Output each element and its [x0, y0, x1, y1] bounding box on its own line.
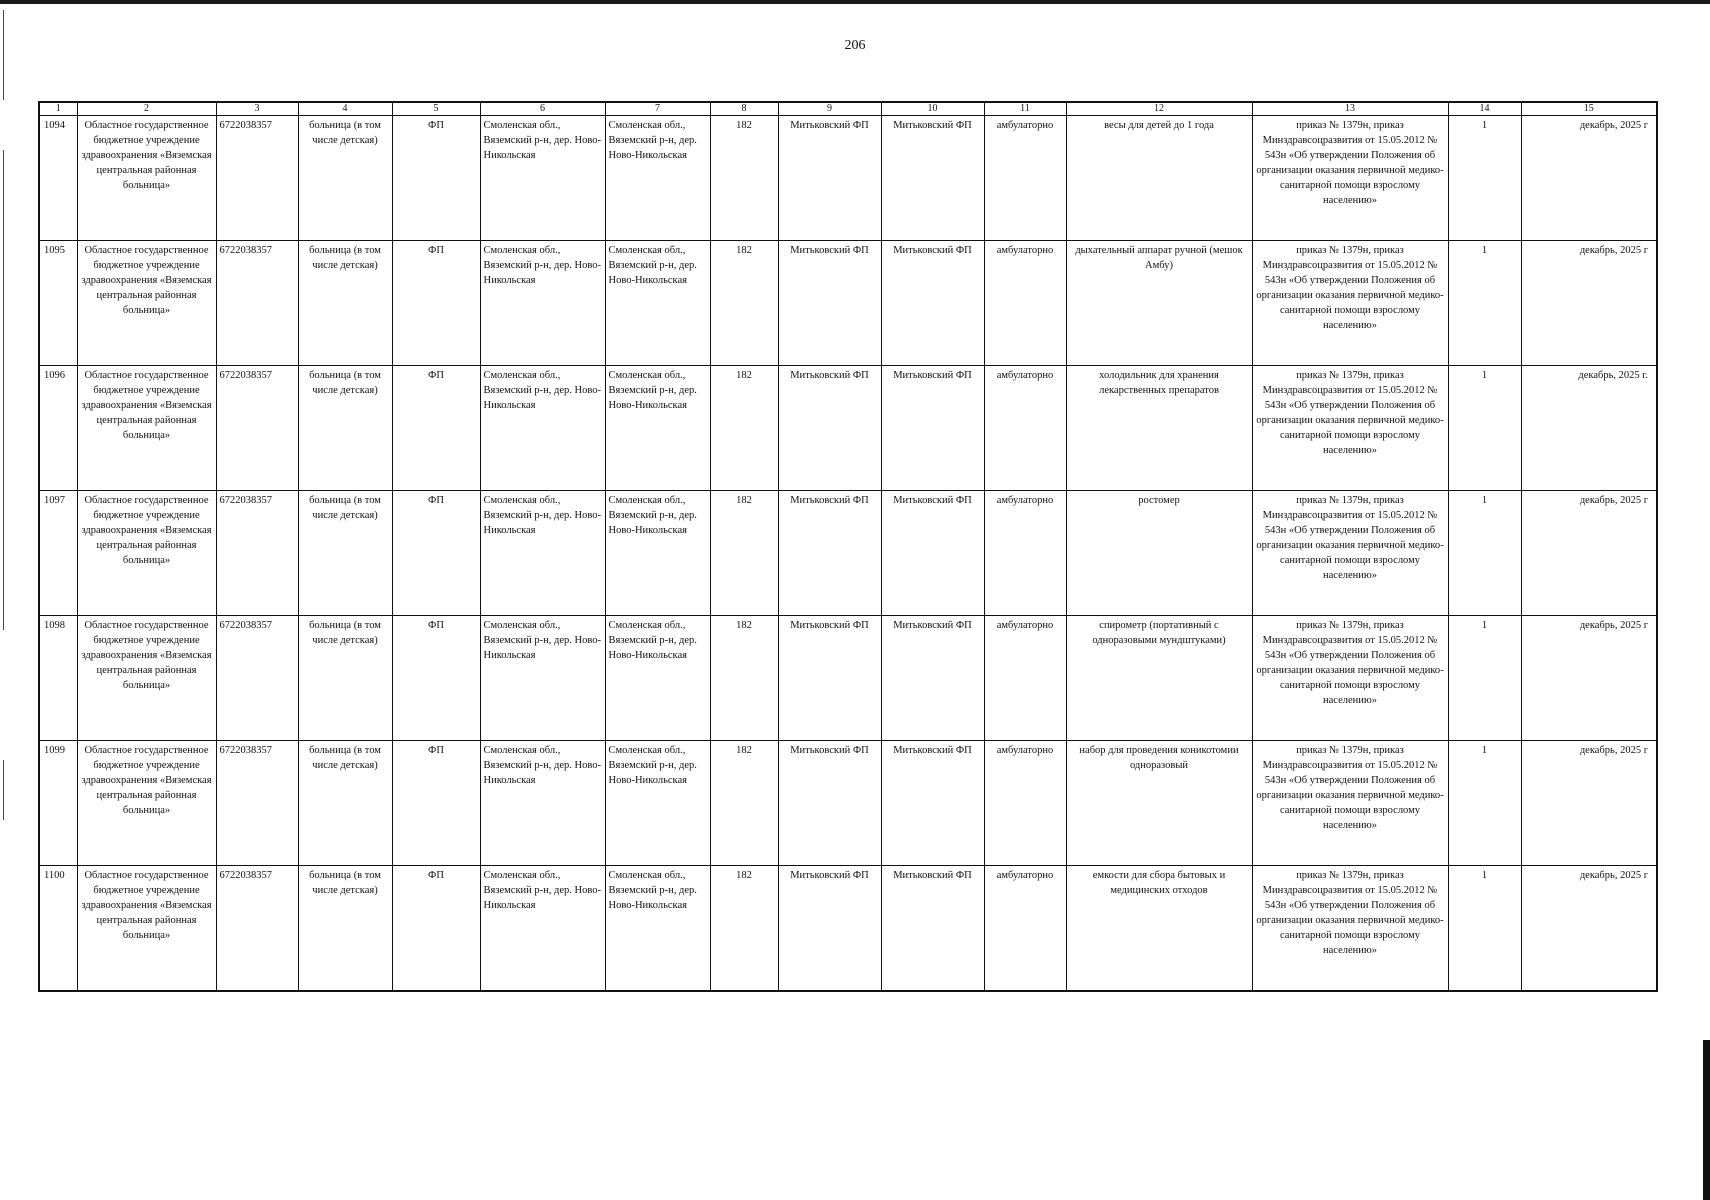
- order-cell: приказ № 1379н, приказ Минздравсоцразвития от 15.05.2012 № 543н «Об утверждении Положения об организации оказания первичной медико-санитарной помощи взрослому населению»: [1252, 741, 1448, 866]
- address-cell: Смоленская обл., Вяземский р-н, дер. Ново-Никольская: [480, 116, 605, 241]
- subdivision-cell: Митьковский ФП: [778, 366, 881, 491]
- organization-name: Областное государственное бюджетное учреждение здравоохранения «Вяземская центральная районная больница»: [77, 241, 216, 366]
- scan-left-mark: [3, 10, 4, 100]
- column-header: 4: [298, 102, 392, 116]
- address-cell: Смоленская обл., Вяземский р-н, дер. Ново-Никольская: [605, 741, 710, 866]
- address-cell: Смоленская обл., Вяземский р-н, дер. Ново-Никольская: [480, 616, 605, 741]
- unit-cell: ФП: [392, 116, 480, 241]
- quantity-cell: 1: [1448, 241, 1521, 366]
- date-cell: декабрь, 2025 г: [1521, 616, 1657, 741]
- order-cell: приказ № 1379н, приказ Минздравсоцразвития от 15.05.2012 № 543н «Об утверждении Положения об организации оказания первичной медико-санитарной помощи взрослому населению»: [1252, 491, 1448, 616]
- facility-type: больница (в том числе детская): [298, 116, 392, 241]
- care-mode-cell: амбулаторно: [984, 866, 1066, 992]
- address-cell: Смоленская обл., Вяземский р-н, дер. Ново-Никольская: [605, 366, 710, 491]
- column-header: 8: [710, 102, 778, 116]
- subdivision-cell: Митьковский ФП: [881, 491, 984, 616]
- column-header: 7: [605, 102, 710, 116]
- table-row: [39, 116, 1657, 241]
- care-mode-cell: амбулаторно: [984, 366, 1066, 491]
- care-mode-cell: амбулаторно: [984, 491, 1066, 616]
- facility-type: больница (в том числе детская): [298, 866, 392, 992]
- code-cell: 182: [710, 241, 778, 366]
- scan-left-mark: [3, 760, 4, 820]
- inn-cell: 6722038357: [216, 741, 298, 866]
- row-number: 1098: [39, 616, 77, 741]
- table-row: [39, 616, 1657, 741]
- unit-cell: ФП: [392, 866, 480, 992]
- unit-cell: ФП: [392, 491, 480, 616]
- date-cell: декабрь, 2025 г: [1521, 491, 1657, 616]
- care-mode-cell: амбулаторно: [984, 616, 1066, 741]
- unit-cell: ФП: [392, 616, 480, 741]
- inn-cell: 6722038357: [216, 491, 298, 616]
- facility-type: больница (в том числе детская): [298, 741, 392, 866]
- page-number: 206: [844, 38, 866, 53]
- header-row: [39, 102, 1657, 116]
- equipment-cell: ростомер: [1066, 491, 1252, 616]
- care-mode-cell: амбулаторно: [984, 741, 1066, 866]
- table-row: [39, 366, 1657, 491]
- date-cell: декабрь, 2025 г: [1521, 241, 1657, 366]
- column-header: 3: [216, 102, 298, 116]
- table-body: [39, 116, 1657, 992]
- table-row: [39, 241, 1657, 366]
- subdivision-cell: Митьковский ФП: [778, 866, 881, 992]
- subdivision-cell: Митьковский ФП: [881, 116, 984, 241]
- subdivision-cell: Митьковский ФП: [881, 866, 984, 992]
- equipment-cell: емкости для сбора бытовых и медицинских отходов: [1066, 866, 1252, 992]
- column-header: 9: [778, 102, 881, 116]
- organization-name: Областное государственное бюджетное учреждение здравоохранения «Вяземская центральная районная больница»: [77, 366, 216, 491]
- order-cell: приказ № 1379н, приказ Минздравсоцразвития от 15.05.2012 № 543н «Об утверждении Положения об организации оказания первичной медико-санитарной помощи взрослому населению»: [1252, 241, 1448, 366]
- equipment-cell: дыхательный аппарат ручной (мешок Амбу): [1066, 241, 1252, 366]
- column-header: 11: [984, 102, 1066, 116]
- organization-name: Областное государственное бюджетное учреждение здравоохранения «Вяземская центральная районная больница»: [77, 491, 216, 616]
- row-number: 1097: [39, 491, 77, 616]
- equipment-cell: холодильник для хранения лекарственных препаратов: [1066, 366, 1252, 491]
- date-cell: декабрь, 2025 г: [1521, 866, 1657, 992]
- facility-type: больница (в том числе детская): [298, 616, 392, 741]
- column-header: 1: [39, 102, 77, 116]
- facility-type: больница (в том числе детская): [298, 491, 392, 616]
- address-cell: Смоленская обл., Вяземский р-н, дер. Ново-Никольская: [605, 616, 710, 741]
- organization-name: Областное государственное бюджетное учреждение здравоохранения «Вяземская центральная районная больница»: [77, 741, 216, 866]
- order-cell: приказ № 1379н, приказ Минздравсоцразвития от 15.05.2012 № 543н «Об утверждении Положения об организации оказания первичной медико-санитарной помощи взрослому населению»: [1252, 116, 1448, 241]
- order-cell: приказ № 1379н, приказ Минздравсоцразвития от 15.05.2012 № 543н «Об утверждении Положения об организации оказания первичной медико-санитарной помощи взрослому населению»: [1252, 616, 1448, 741]
- code-cell: 182: [710, 366, 778, 491]
- row-number: 1096: [39, 366, 77, 491]
- registry-table: [38, 101, 1658, 992]
- address-cell: Смоленская обл., Вяземский р-н, дер. Ново-Никольская: [605, 866, 710, 992]
- address-cell: Смоленская обл., Вяземский р-н, дер. Ново-Никольская: [605, 491, 710, 616]
- inn-cell: 6722038357: [216, 116, 298, 241]
- table-row: [39, 491, 1657, 616]
- quantity-cell: 1: [1448, 491, 1521, 616]
- column-header: 5: [392, 102, 480, 116]
- row-number: 1094: [39, 116, 77, 241]
- code-cell: 182: [710, 866, 778, 992]
- table-row: [39, 866, 1657, 992]
- organization-name: Областное государственное бюджетное учреждение здравоохранения «Вяземская центральная районная больница»: [77, 116, 216, 241]
- subdivision-cell: Митьковский ФП: [778, 491, 881, 616]
- subdivision-cell: Митьковский ФП: [778, 116, 881, 241]
- order-cell: приказ № 1379н, приказ Минздравсоцразвития от 15.05.2012 № 543н «Об утверждении Положения об организации оказания первичной медико-санитарной помощи взрослому населению»: [1252, 866, 1448, 992]
- address-cell: Смоленская обл., Вяземский р-н, дер. Ново-Никольская: [605, 241, 710, 366]
- subdivision-cell: Митьковский ФП: [778, 616, 881, 741]
- equipment-cell: набор для проведения коникотомии одноразовый: [1066, 741, 1252, 866]
- column-header: 10: [881, 102, 984, 116]
- column-header: 12: [1066, 102, 1252, 116]
- unit-cell: ФП: [392, 366, 480, 491]
- address-cell: Смоленская обл., Вяземский р-н, дер. Ново-Никольская: [480, 366, 605, 491]
- column-header: 6: [480, 102, 605, 116]
- column-header: 13: [1252, 102, 1448, 116]
- column-header: 14: [1448, 102, 1521, 116]
- subdivision-cell: Митьковский ФП: [778, 741, 881, 866]
- address-cell: Смоленская обл., Вяземский р-н, дер. Ново-Никольская: [480, 241, 605, 366]
- subdivision-cell: Митьковский ФП: [881, 366, 984, 491]
- equipment-cell: спирометр (портативный с одноразовыми мундштуками): [1066, 616, 1252, 741]
- date-cell: декабрь, 2025 г: [1521, 741, 1657, 866]
- scan-top-border: [0, 0, 1710, 4]
- unit-cell: ФП: [392, 241, 480, 366]
- facility-type: больница (в том числе детская): [298, 241, 392, 366]
- quantity-cell: 1: [1448, 866, 1521, 992]
- inn-cell: 6722038357: [216, 366, 298, 491]
- inn-cell: 6722038357: [216, 616, 298, 741]
- address-cell: Смоленская обл., Вяземский р-н, дер. Ново-Никольская: [480, 741, 605, 866]
- organization-name: Областное государственное бюджетное учреждение здравоохранения «Вяземская центральная районная больница»: [77, 866, 216, 992]
- address-cell: Смоленская обл., Вяземский р-н, дер. Ново-Никольская: [605, 116, 710, 241]
- column-header: 15: [1521, 102, 1657, 116]
- column-header: 2: [77, 102, 216, 116]
- address-cell: Смоленская обл., Вяземский р-н, дер. Ново-Никольская: [480, 491, 605, 616]
- row-number: 1100: [39, 866, 77, 992]
- care-mode-cell: амбулаторно: [984, 116, 1066, 241]
- organization-name: Областное государственное бюджетное учреждение здравоохранения «Вяземская центральная районная больница»: [77, 616, 216, 741]
- quantity-cell: 1: [1448, 366, 1521, 491]
- address-cell: Смоленская обл., Вяземский р-н, дер. Ново-Никольская: [480, 866, 605, 992]
- scan-left-mark: [3, 150, 4, 630]
- facility-type: больница (в том числе детская): [298, 366, 392, 491]
- quantity-cell: 1: [1448, 741, 1521, 866]
- code-cell: 182: [710, 491, 778, 616]
- subdivision-cell: Митьковский ФП: [881, 741, 984, 866]
- order-cell: приказ № 1379н, приказ Минздравсоцразвития от 15.05.2012 № 543н «Об утверждении Положения об организации оказания первичной медико-санитарной помощи взрослому населению»: [1252, 366, 1448, 491]
- table-row: [39, 741, 1657, 866]
- date-cell: декабрь, 2025 г: [1521, 116, 1657, 241]
- inn-cell: 6722038357: [216, 866, 298, 992]
- code-cell: 182: [710, 741, 778, 866]
- code-cell: 182: [710, 616, 778, 741]
- row-number: 1095: [39, 241, 77, 366]
- quantity-cell: 1: [1448, 616, 1521, 741]
- subdivision-cell: Митьковский ФП: [881, 616, 984, 741]
- unit-cell: ФП: [392, 741, 480, 866]
- equipment-cell: весы для детей до 1 года: [1066, 116, 1252, 241]
- inn-cell: 6722038357: [216, 241, 298, 366]
- subdivision-cell: Митьковский ФП: [881, 241, 984, 366]
- care-mode-cell: амбулаторно: [984, 241, 1066, 366]
- row-number: 1099: [39, 741, 77, 866]
- scan-right-edge: [1703, 1040, 1710, 1200]
- date-cell: декабрь, 2025 г.: [1521, 366, 1657, 491]
- code-cell: 182: [710, 116, 778, 241]
- quantity-cell: 1: [1448, 116, 1521, 241]
- subdivision-cell: Митьковский ФП: [778, 241, 881, 366]
